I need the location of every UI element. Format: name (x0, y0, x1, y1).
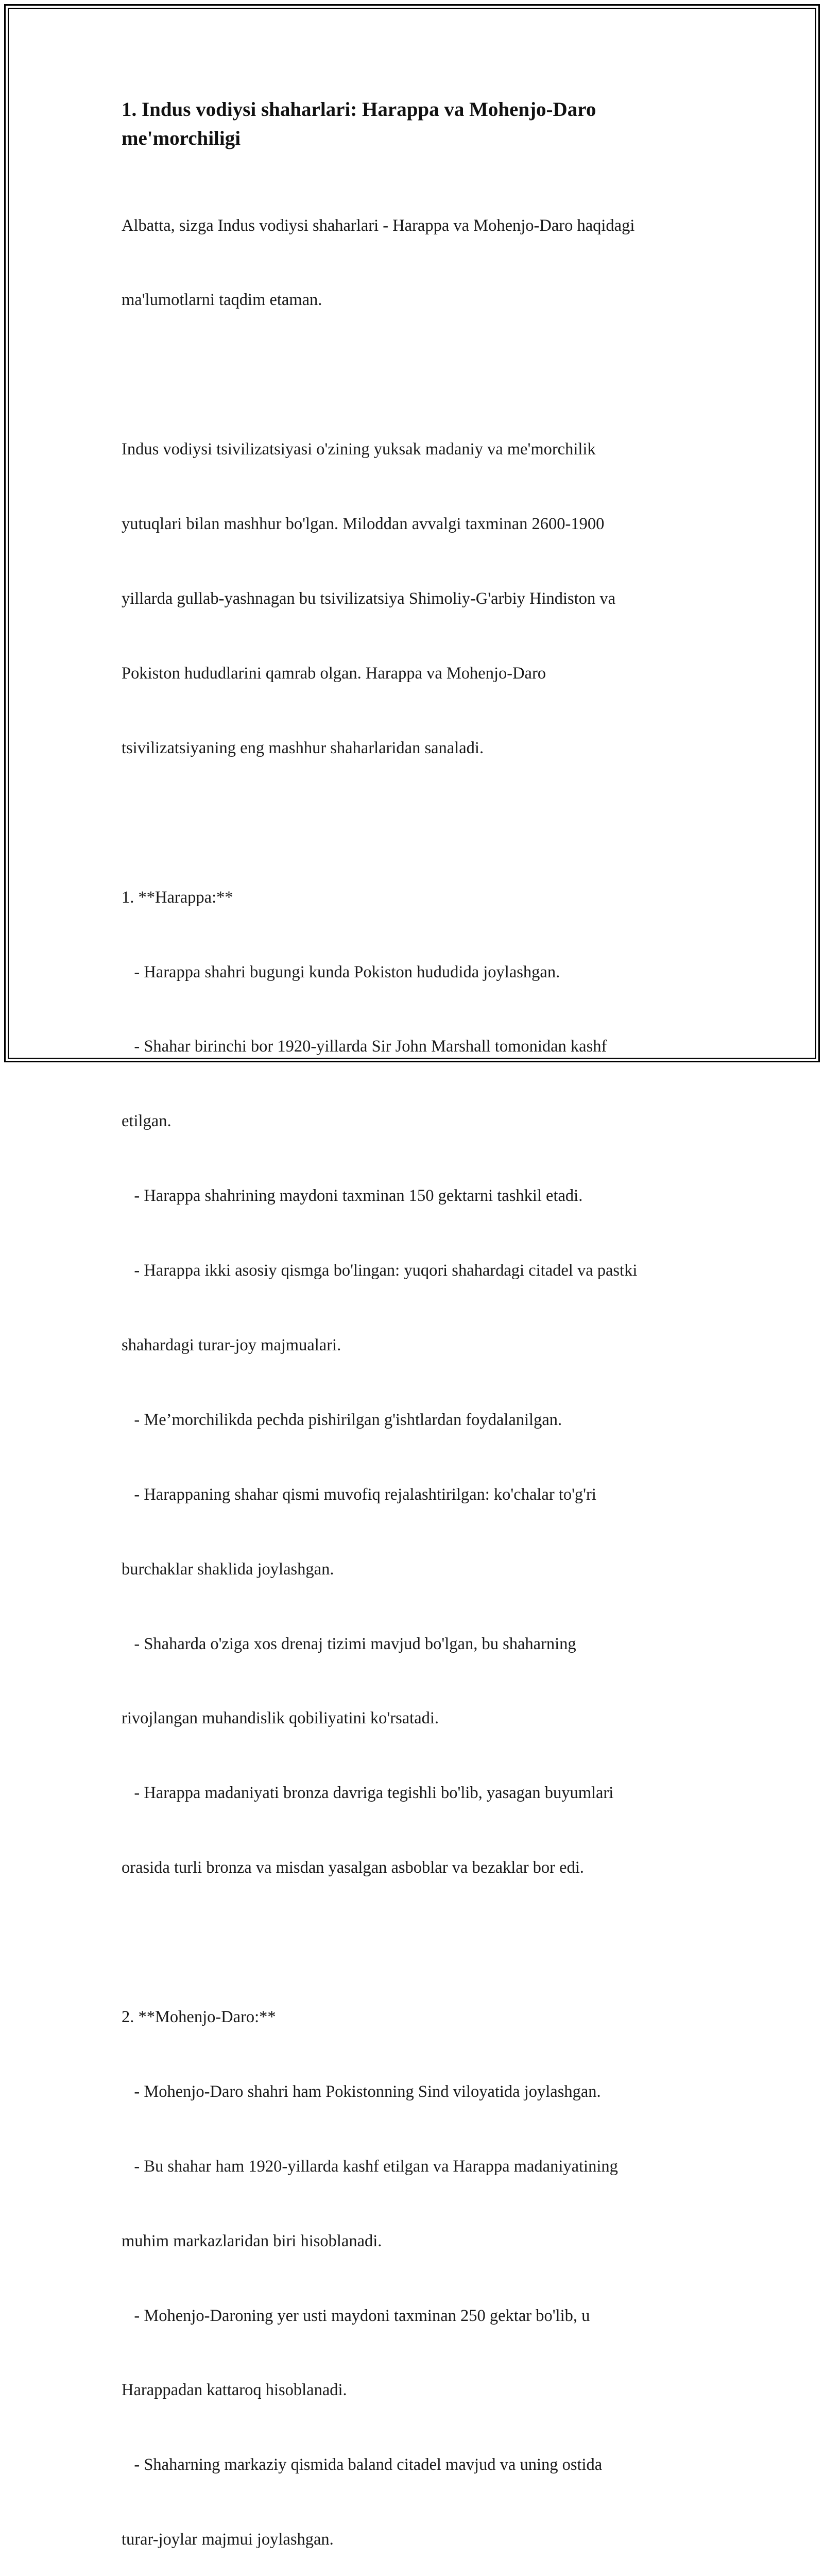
text-line: - Me’morchilikda pechda pishirilgan g'ishtlardan foydalanilgan. (122, 1410, 562, 1429)
text-line: shahardagi turar-joy majmualari. (122, 1335, 341, 1354)
text-line: - Shaharda o'ziga xos drenaj tizimi mavjud bo'lgan, bu shaharning (122, 1634, 576, 1653)
text-line: Harappadan kattaroq hisoblanadi. (122, 2381, 347, 2400)
text-line: etilgan. (122, 1112, 171, 1131)
text-line (122, 1930, 714, 1955)
text-line: 1. **Harappa:** (122, 888, 233, 907)
text-line: yutuqlari bilan mashhur bo'lgan. Miloddan avvalgi taxminan 2600-1900 (122, 515, 605, 534)
text-line: orasida turli bronza va misdan yasalgan asboblar va bezaklar bor edi. (122, 1858, 584, 1877)
text-line: - Shahar birinchi bor 1920-yillarda Sir John Marshall tomonidan kashf (122, 1037, 607, 1056)
document-title: 1. Indus vodiysi shaharlari: Harappa va Mohenjo-Daro me'morchiligi (122, 98, 596, 149)
text-line: - Shaharning markaziy qismida baland citadel mavjud va uning ostida (122, 2455, 603, 2475)
text-line: yillarda gullab-yashnagan bu tsivilizatsiya Shimoliy-G'arbiy Hindiston va (122, 589, 616, 608)
text-line: 2. **Mohenjo-Daro:** (122, 2007, 276, 2026)
text-line: turar-joylar majmui joylashgan. (122, 2530, 334, 2549)
text-line: Indus vodiysi tsivilizatsiyasi o'zining yuksak madaniy va me'morchilik (122, 440, 596, 459)
text-line (122, 810, 714, 835)
text-line: - Harappa shahrining maydoni taxminan 150 gektarni tashkil etadi. (122, 1187, 583, 1206)
text-line: - Harappaning shahar qismi muvofiq rejalashtirilgan: ko'chalar to'g'ri (122, 1485, 596, 1504)
text-line: ma'lumotlarni taqdim etaman. (122, 291, 322, 310)
text-line: Albatta, sizga Indus vodiysi shaharlari - Harappa va Mohenjo-Daro haqidagi (122, 216, 635, 235)
text-line: rivojlangan muhandislik qobiliyatini ko'rsatadi. (122, 1709, 439, 1728)
text-line (122, 362, 714, 387)
text-line: - Harappa ikki asosiy qismga bo'lingan: yuqori shahardagi citadel va pastki (122, 1261, 638, 1280)
text-line: Pokiston hududlarini qamrab olgan. Harappa va Mohenjo-Daro (122, 664, 546, 683)
text-line: - Harappa madaniyati bronza davriga tegishli bo'lib, yasagan buyumlari (122, 1784, 614, 1803)
text-line: - Harappa shahri bugungi kunda Pokiston hududida joylashgan. (122, 962, 560, 981)
text-line: burchaklar shaklida joylashgan. (122, 1560, 334, 1579)
document-body (122, 95, 714, 2576)
text-line: - Mohenjo-Daro shahri ham Pokistonning Sind viloyatida joylashgan. (122, 2082, 601, 2101)
text-line: muhim markazlaridan biri hisoblanadi. (122, 2231, 382, 2250)
text-line: - Mohenjo-Daroning yer usti maydoni taxminan 250 gektar bo'lib, u (122, 2306, 590, 2325)
text-line: - Bu shahar ham 1920-yillarda kashf etilgan va Harappa madaniyatining (122, 2157, 618, 2176)
document-text (122, 163, 714, 2576)
text-line: tsivilizatsiyaning eng mashhur shaharlaridan sanaladi. (122, 738, 484, 757)
